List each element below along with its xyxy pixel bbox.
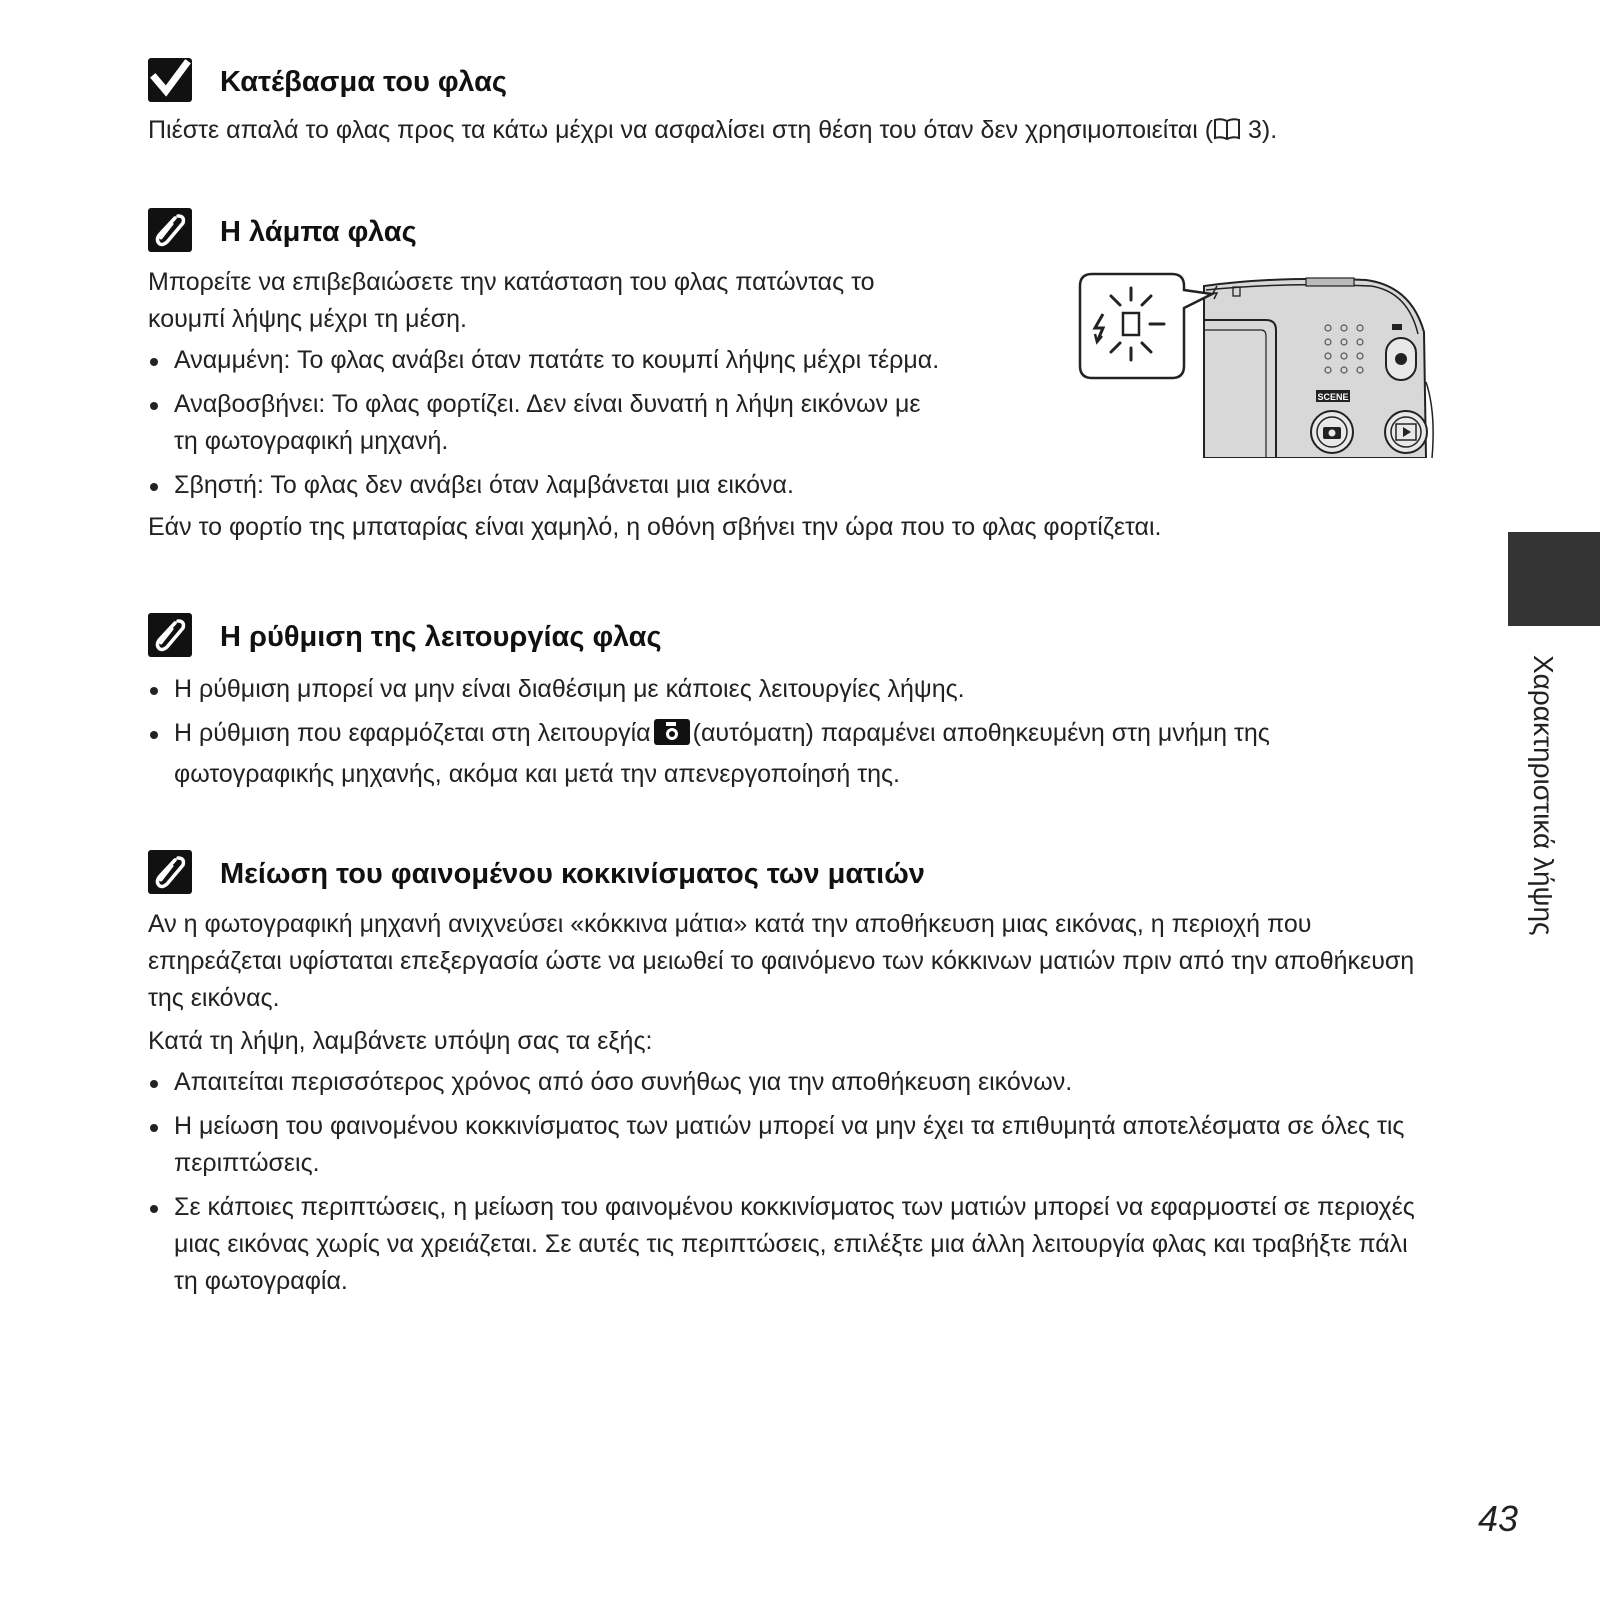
list-item: Αναμμένη: Το φλας ανάβει όταν πατάτε το κουμπί λήψης μέχρι τέρμα. <box>148 342 1438 379</box>
list-item-text: Η ρύθμιση που εφαρμόζεται στη λειτουργία <box>174 719 651 747</box>
section-heading <box>148 208 1438 256</box>
page-reference: 3). <box>1248 116 1278 144</box>
bullet-list <box>148 671 1438 793</box>
section-title: Κατέβασμα του φλας <box>220 66 507 98</box>
section-intro-2: Κατά τη λήψη, λαμβάνετε υπόψη σας τα εξής: <box>148 1027 653 1055</box>
page-number: 43 <box>1478 1498 1519 1539</box>
camera-flash-lamp-illustration <box>1076 272 1456 463</box>
list-item <box>148 715 1438 793</box>
intro-line: κουμπί λήψης μέχρι τη μέση. <box>148 305 467 333</box>
list-item: Η μείωση του φαινομένου κοκκινίσματος των ματιών μπορεί να μην έχει τα επιθυμητά αποτελέσματα σε όλες τις περιπτώσεις. <box>148 1108 1438 1182</box>
section-heading <box>148 58 1438 106</box>
list-item: Σβηστή: Το φλας δεν ανάβει όταν λαμβάνεται μια εικόνα. <box>148 467 1438 504</box>
chapter-tab <box>1508 532 1600 626</box>
book-reference-icon <box>1213 115 1241 152</box>
list-item-text: Αναβοσβήνει: Το φλας φορτίζει. Δεν είναι δυνατή η λήψη εικόνων με <box>174 390 921 418</box>
scene-button-label: SCENE <box>1317 392 1349 402</box>
section-heading <box>148 850 1438 898</box>
list-item: Απαιτείται περισσότερος χρόνος από όσο συνήθως για την αποθήκευση εικόνων. <box>148 1064 1438 1101</box>
intro-line: Μπορείτε να επιβεβαιώσετε την κατάσταση του φλας πατώντας το <box>148 268 875 296</box>
auto-mode-camera-icon <box>654 719 690 756</box>
section-outro: Εάν το φορτίο της μπαταρίας είναι χαμηλό, η οθόνη σβήνει την ώρα που το φλας φορτίζεται. <box>148 513 1162 541</box>
section-title: Η ρύθμιση της λειτουργίας φλας <box>220 621 662 653</box>
section-intro: Αν η φωτογραφική μηχανή ανιχνεύσει «κόκκινα μάτια» κατά την αποθήκευση μιας εικόνας, η περιοχή που επηρεάζεται υφίσταται επεξεργασία ώστε να μειωθεί το φαινόμενο των κόκκινων ματιών πριν από την αποθήκευση της εικόνας. <box>148 910 1415 1012</box>
section-title: Η λάμπα φλας <box>220 216 417 248</box>
list-item-text: (αυτόματη) παραμένει αποθηκευμένη στη μνήμη της <box>692 719 1270 747</box>
pencil-note-icon <box>148 208 192 252</box>
check-icon <box>148 58 192 102</box>
list-item: Σε κάποιες περιπτώσεις, η μείωση του φαινομένου κοκκινίσματος των ματιών μπορεί να εφαρμοστεί σε περιοχές μιας εικόνας χωρίς να χρειάζεται. Σε αυτές τις περιπτώσεις, επιλέξτε μια άλλη λειτουργία φλας και τραβήξτε πάλι τη φωτογραφία. <box>148 1189 1438 1300</box>
section-flash-lowering <box>148 58 1438 152</box>
pencil-note-icon <box>148 613 192 657</box>
section-red-eye-reduction <box>148 850 1438 1307</box>
section-body <box>148 112 1438 152</box>
section-heading <box>148 613 1438 661</box>
list-item: Η ρύθμιση μπορεί να μην είναι διαθέσιμη με κάποιες λειτουργίες λήψης. <box>148 671 1438 708</box>
list-item-text: τη φωτογραφική μηχανή. <box>174 427 449 455</box>
pencil-note-icon <box>148 850 192 894</box>
chapter-label: Χαρακτηριστικά λήψης <box>1528 655 1559 936</box>
list-item-text: φωτογραφικής μηχανής, ακόμα και μετά την απενεργοποίησή της. <box>174 760 900 788</box>
bullet-list <box>148 1064 1438 1300</box>
body-text: Πιέστε απαλά το φλας προς τα κάτω μέχρι να ασφαλίσει στη θέση του όταν δεν χρησιμοποιείται ( <box>148 116 1214 144</box>
section-flash-mode-setting <box>148 613 1438 800</box>
section-title: Μείωση του φαινομένου κοκκινίσματος των ματιών <box>220 858 925 890</box>
